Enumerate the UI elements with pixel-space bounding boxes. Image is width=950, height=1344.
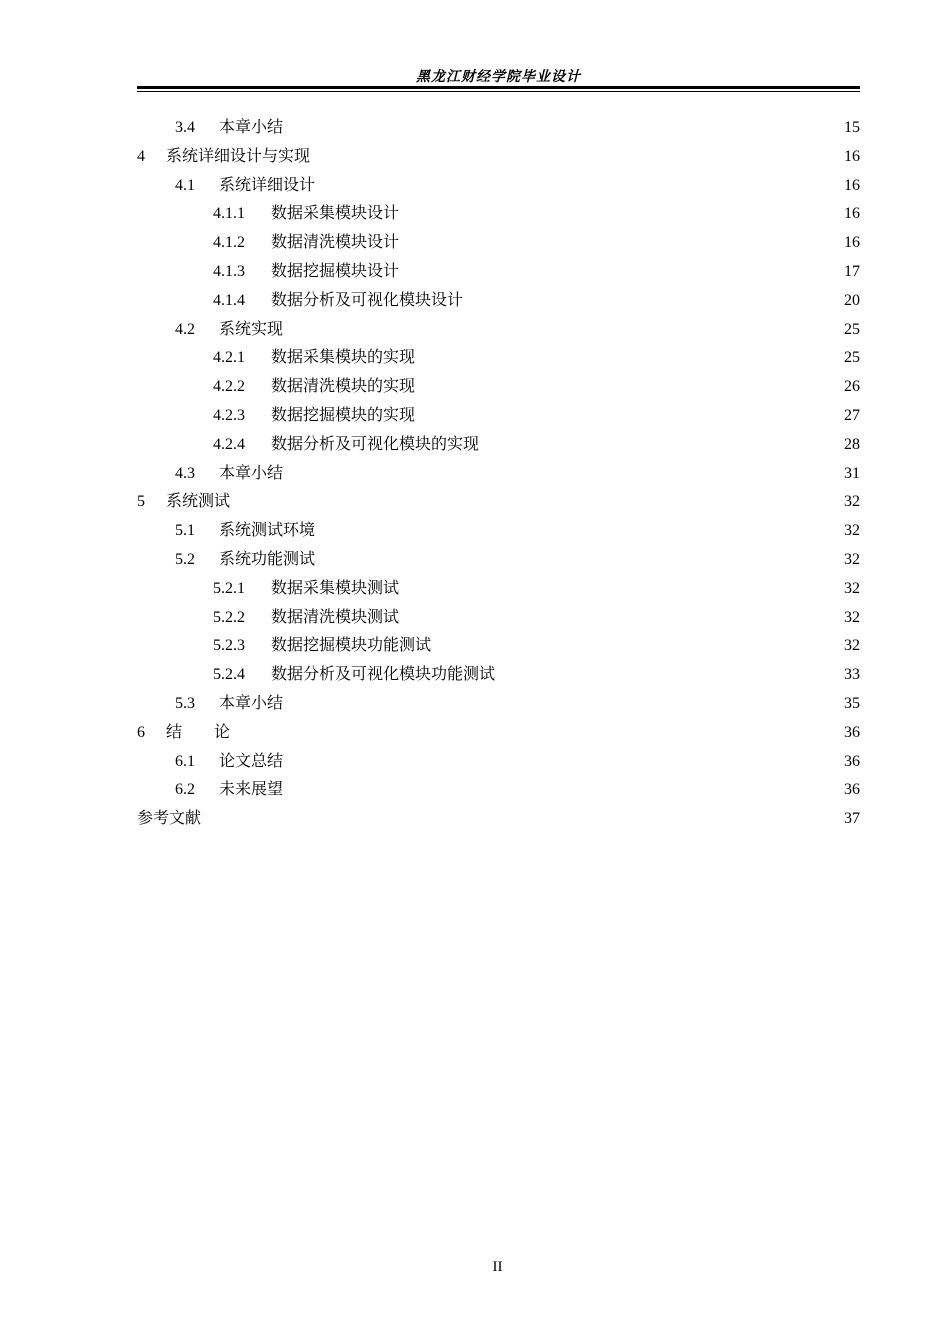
toc-entry-number: 5.2 bbox=[175, 550, 195, 568]
toc-entry-number: 5.3 bbox=[175, 694, 195, 712]
toc-entry-title: 系统详细设计与实现 bbox=[166, 147, 311, 165]
toc-entry-title: 本章小结 bbox=[219, 694, 284, 712]
toc-entry-title: 数据挖掘模块设计 bbox=[271, 262, 400, 280]
toc-entry-title: 结 论 bbox=[166, 723, 231, 741]
toc-entry-title: 未来展望 bbox=[219, 781, 284, 799]
toc-entry-page: 25 bbox=[844, 349, 860, 367]
toc-entry-title: 本章小结 bbox=[219, 464, 284, 482]
toc-entry[interactable] bbox=[137, 690, 860, 719]
header-rule-thick bbox=[137, 86, 860, 89]
toc-entry[interactable] bbox=[137, 661, 860, 690]
toc-entry-page: 27 bbox=[844, 406, 860, 424]
toc-entry[interactable] bbox=[137, 546, 860, 575]
toc-entry-title: 数据清洗模块的实现 bbox=[271, 378, 416, 396]
toc-entry-page: 25 bbox=[844, 320, 860, 338]
toc-entry-title: 数据清洗模块设计 bbox=[271, 234, 400, 252]
toc-entry-page: 32 bbox=[844, 550, 860, 568]
toc-entry-page: 16 bbox=[844, 205, 860, 223]
toc-entry-number: 4.2.1 bbox=[213, 349, 245, 367]
toc-entry-title: 数据采集模块测试 bbox=[271, 579, 400, 597]
toc-entry-title: 系统详细设计 bbox=[219, 176, 316, 194]
toc-entry-title: 系统测试 bbox=[166, 493, 231, 511]
table-of-contents bbox=[137, 114, 860, 834]
toc-entry-title: 本章小结 bbox=[219, 119, 284, 136]
toc-entry[interactable] bbox=[137, 748, 860, 777]
page-number: II bbox=[492, 1259, 503, 1275]
toc-entry-number: 6.2 bbox=[175, 781, 195, 799]
toc-entry-number: 6 bbox=[137, 723, 145, 741]
toc-entry-page: 16 bbox=[844, 147, 860, 165]
toc-entry-page: 37 bbox=[844, 810, 860, 828]
toc-entry[interactable] bbox=[137, 431, 860, 460]
toc-entry-number: 5.1 bbox=[175, 522, 195, 540]
toc-entry[interactable] bbox=[137, 316, 860, 345]
toc-entry[interactable] bbox=[137, 143, 860, 172]
toc-entry-title: 论文总结 bbox=[219, 752, 284, 770]
toc-entry-number: 4.1 bbox=[175, 176, 195, 194]
toc-entry-page: 17 bbox=[844, 262, 860, 280]
toc-entry-title: 数据清洗模块测试 bbox=[271, 608, 400, 626]
toc-entry-title: 系统测试环境 bbox=[219, 522, 316, 540]
toc-entry[interactable] bbox=[137, 460, 860, 489]
toc-entry-page: 32 bbox=[844, 608, 860, 626]
toc-entry-number: 4.1.3 bbox=[213, 262, 245, 280]
toc-entry[interactable] bbox=[137, 776, 860, 805]
toc-entry-page: 32 bbox=[844, 522, 860, 540]
toc-entry-number: 5.2.4 bbox=[213, 666, 245, 684]
toc-entry-title: 数据分析及可视化模块设计 bbox=[271, 291, 464, 309]
toc-entry[interactable] bbox=[137, 172, 860, 201]
toc-entry[interactable] bbox=[137, 344, 860, 373]
toc-entry[interactable] bbox=[137, 114, 860, 143]
toc-entry[interactable] bbox=[137, 373, 860, 402]
toc-entry-title: 数据挖掘模块的实现 bbox=[271, 406, 416, 424]
toc-entry-page: 36 bbox=[844, 781, 860, 799]
toc-entry-number: 4.1.1 bbox=[213, 205, 245, 223]
toc-entry-page: 16 bbox=[844, 176, 860, 194]
page-header-title: 黑龙江财经学院毕业设计 bbox=[416, 69, 581, 85]
toc-entry[interactable] bbox=[137, 287, 860, 316]
toc-entry-page: 28 bbox=[844, 435, 860, 453]
toc-entry-title: 参考文献 bbox=[137, 810, 202, 828]
toc-entry-page: 15 bbox=[844, 119, 860, 136]
toc-entry-page: 32 bbox=[844, 579, 860, 597]
toc-entry-page: 36 bbox=[844, 752, 860, 770]
toc-entry-number: 4.2.4 bbox=[213, 435, 245, 453]
header-rule-thin bbox=[137, 91, 860, 92]
toc-entry-number: 4 bbox=[137, 147, 145, 165]
toc-entry[interactable] bbox=[137, 488, 860, 517]
toc-entry-number: 5.2.2 bbox=[213, 608, 245, 626]
toc-entry-title: 数据挖掘模块功能测试 bbox=[271, 637, 432, 655]
toc-entry[interactable] bbox=[137, 719, 860, 748]
toc-entry[interactable] bbox=[137, 805, 860, 834]
toc-entry-title: 数据采集模块设计 bbox=[271, 205, 400, 223]
toc-entry[interactable] bbox=[137, 229, 860, 258]
toc-entry[interactable] bbox=[137, 258, 860, 287]
toc-entry-page: 35 bbox=[844, 694, 860, 712]
toc-entry-title: 数据采集模块的实现 bbox=[271, 349, 416, 367]
toc-entry-page: 20 bbox=[844, 291, 860, 309]
toc-entry-number: 5.2.3 bbox=[213, 637, 245, 655]
toc-entry-title: 数据分析及可视化模块功能测试 bbox=[271, 666, 496, 684]
toc-entry-page: 33 bbox=[844, 666, 860, 684]
toc-entry-number: 4.1.2 bbox=[213, 234, 245, 252]
toc-entry-number: 3.4 bbox=[175, 119, 195, 136]
toc-entry-page: 31 bbox=[844, 464, 860, 482]
toc-entry[interactable] bbox=[137, 632, 860, 661]
toc-entry-page: 32 bbox=[844, 637, 860, 655]
toc-entry[interactable] bbox=[137, 575, 860, 604]
toc-entry-title: 系统功能测试 bbox=[219, 550, 316, 568]
toc-entry-number: 4.3 bbox=[175, 464, 195, 482]
toc-entry[interactable] bbox=[137, 517, 860, 546]
toc-entry[interactable] bbox=[137, 402, 860, 431]
toc-entry-number: 5 bbox=[137, 493, 145, 511]
toc-entry-title: 系统实现 bbox=[219, 320, 284, 338]
toc-entry-number: 4.2.3 bbox=[213, 406, 245, 424]
toc-entry-number: 6.1 bbox=[175, 752, 195, 770]
toc-entry-page: 16 bbox=[844, 234, 860, 252]
toc-entry[interactable] bbox=[137, 200, 860, 229]
toc-entry[interactable] bbox=[137, 604, 860, 633]
toc-entry-number: 4.2.2 bbox=[213, 378, 245, 396]
toc-entry-page: 26 bbox=[844, 378, 860, 396]
toc-entry-page: 36 bbox=[844, 723, 860, 741]
toc-entry-number: 4.1.4 bbox=[213, 291, 245, 309]
toc-entry-title: 数据分析及可视化模块的实现 bbox=[271, 435, 480, 453]
toc-entry-page: 32 bbox=[844, 493, 860, 511]
toc-entry-number: 5.2.1 bbox=[213, 579, 245, 597]
toc-entry-number: 4.2 bbox=[175, 320, 195, 338]
